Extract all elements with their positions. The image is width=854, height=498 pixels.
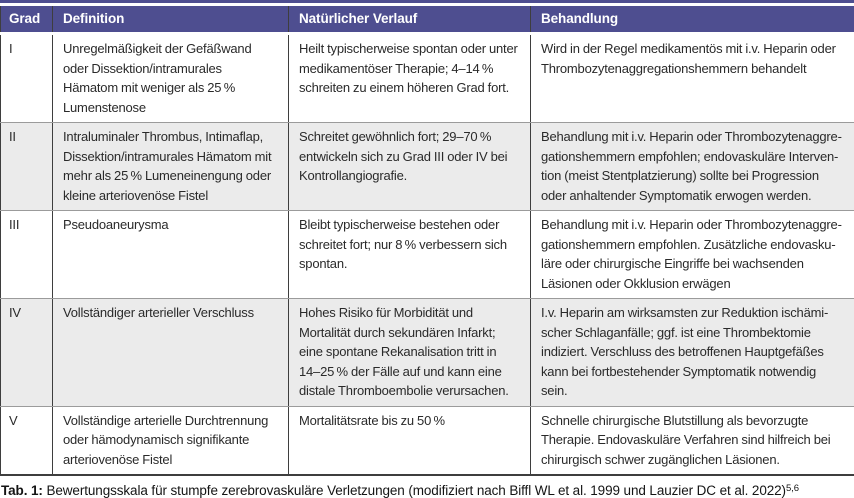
table-row-grade-2 [1,123,854,211]
grad-cell: III [1,211,53,299]
caption-text: Bewertungsskala für stumpfe zerebrovaskuläre Verletzungen (modifiziert nach Biffl WL et al. 1999 und Lauzier DC et al. 2022) [43,483,786,498]
verlauf-cell: Bleibt typischerweise bestehen oder schreitet fort; nur 8 % verbessern sich spontan. [289,211,531,299]
grad-cell: IV [1,299,53,407]
top-accent-bar [0,0,854,3]
header-cell-verlauf: Natürlicher Verlauf [289,6,531,34]
grad-cell: V [1,406,53,475]
behandlung-cell: I.v. Heparin am wirksamsten zur Reduktion ischämischer Schlaganfälle; ggf. ist eine Thrombektomie indiziert. Verschluss des betroffenen Hauptgefäßes kann bei fortbestehender Symptomatik notwendig sein. [531,299,854,407]
verlauf-cell: Schreitet gewöhnlich fort; 29–70 % entwickeln sich zu Grad III oder IV bei Kontrollangiografie. [289,123,531,211]
behandlung-cell: Schnelle chirurgische Blutstillung als bevorzugte Therapie. Endovaskuläre Verfahren sind hilfreich bei chirurgisch schwer zugänglichen Läsionen. [531,406,854,475]
behandlung-cell: Behandlung mit i.v. Heparin oder Thrombozytenaggregationshemmern empfohlen; endovaskuläre Intervention (meist Stentplatzierung) sollte bei Progression oder anhaltender Symptomatik erwogen werden. [531,123,854,211]
verlauf-cell: Hohes Risiko für Morbidität und Mortalität durch sekundären Infarkt; eine spontane Rekanalisation tritt in 14–25 % der Fälle auf und kann eine distale Thromboembolie verursachen. [289,299,531,407]
table-row-grade-5 [1,406,854,475]
verlauf-cell: Heilt typischerweise spontan oder unter medikamentöser Therapie; 4–14 % schreiten zu einem höheren Grad fort. [289,34,531,123]
behandlung-cell: Wird in der Regel medikamentös mit i.v. Heparin oder Thrombozytenaggregationshemmern behandelt [531,34,854,123]
header-cell-behandlung: Behandlung [531,6,854,34]
caption-reference-superscript: 5,6 [786,483,799,494]
grad-cell: I [1,34,53,123]
definition-cell: Intraluminaler Thrombus, Intimaflap, Dissektion/intramurales Hämatom mit mehr als 25 % Lumeneinengung oder kleine arteriovenöse Fistel [53,123,289,211]
verlauf-cell: Mortalitätsrate bis zu 50 % [289,406,531,475]
table-row-grade-3 [1,211,854,299]
header-cell-grad: Grad [1,6,53,34]
table-caption [0,483,854,498]
table-row-grade-4 [1,299,854,407]
definition-cell: Pseudoaneurysma [53,211,289,299]
table-row-grade-1 [1,34,854,123]
caption-label: Tab. 1: [1,483,43,498]
behandlung-cell: Behandlung mit i.v. Heparin oder Thrombozytenaggregationshemmern empfohlen. Zusätzliche endovaskuläre oder chirurgische Eingriffe bei wachsenden Läsionen oder Okklusion erwägen [531,211,854,299]
definition-cell: Vollständige arterielle Durchtrennung oder hämodynamisch signifikante arteriovenöse Fistel [53,406,289,475]
definition-cell: Vollständiger arterieller Verschluss [53,299,289,407]
definition-cell: Unregelmäßigkeit der Gefäßwand oder Dissektion/intramurales Hämatom mit weniger als 25 % Lumenstenose [53,34,289,123]
bcvi-grading-table [0,6,854,476]
grad-cell: II [1,123,53,211]
header-cell-definition: Definition [53,6,289,34]
header-row [1,6,854,34]
